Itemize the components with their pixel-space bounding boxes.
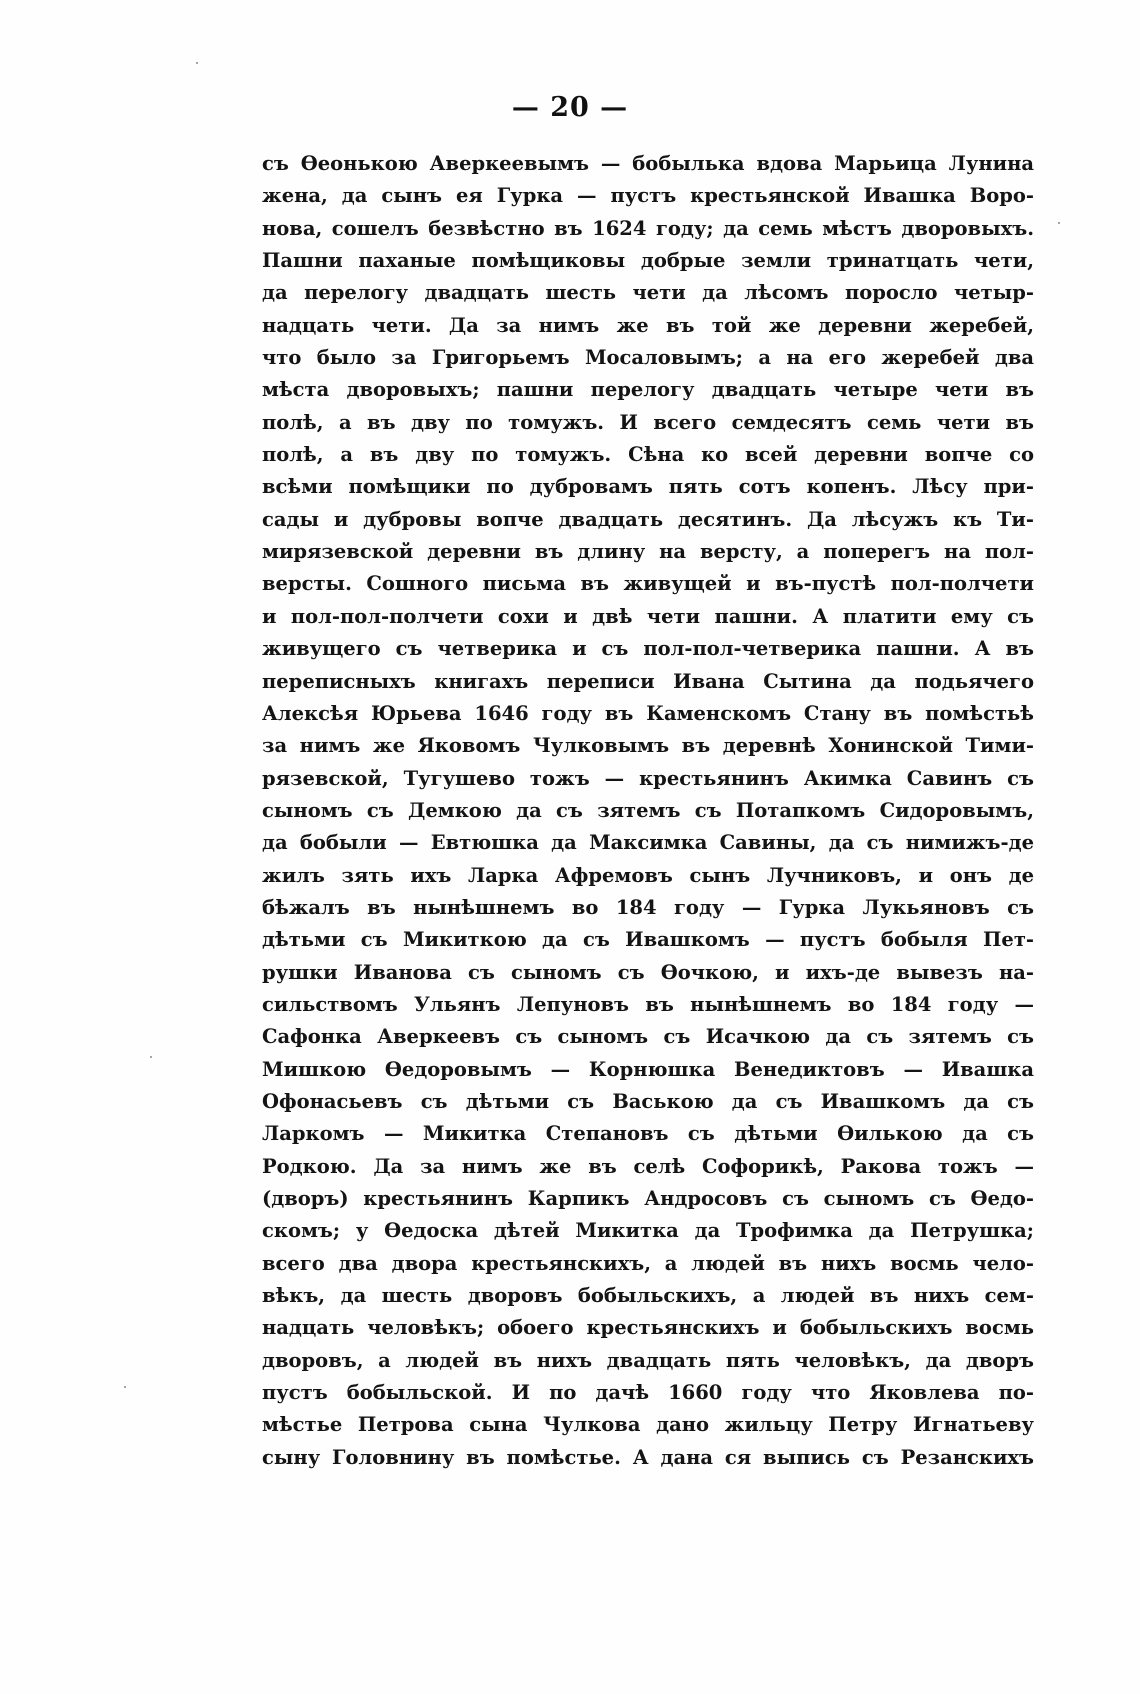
paper-speck <box>150 1056 152 1058</box>
text-line: надцать человѣкъ; обоего крестьянскихъ и бобыльскихъ восмь <box>262 1316 1034 1340</box>
text-line: Офонасьевъ съ дѣтьми съ Ваською да съ Ивашкомъ да съ <box>262 1089 1034 1113</box>
text-line: жена, да сынъ ея Гурка — пустъ крестьянской Ивашка Воро- <box>262 184 1034 208</box>
text-line: надцать чети. Да за нимъ же въ той же деревни жеребей, <box>262 313 1034 337</box>
text-line: живущего съ четверика и съ пол-пол-четверика пашни. А въ <box>262 637 1034 661</box>
paper-speck <box>1058 222 1060 224</box>
text-line: за нимъ же Яковомъ Чулковымъ въ деревнѣ Хонинской Тими- <box>262 734 1034 758</box>
text-line: сильствомъ Ульянъ Лепуновъ въ нынѣшнемъ во 184 году — <box>262 992 1034 1016</box>
text-line: мѣстье Петрова сына Чулкова дано жильцу Петру Игнатьеву <box>262 1413 1034 1437</box>
text-line: бѣжалъ въ нынѣшнемъ во 184 году — Гурка Лукьяновъ съ <box>262 895 1034 919</box>
text-line: мѣста дворовыхъ; пашни перелогу двадцать четыре чети въ <box>262 378 1034 402</box>
text-line: что было за Григорьемъ Мосаловымъ; а на его жеребей два <box>262 346 1034 370</box>
text-line: да бобыли — Евтюшка да Максимка Савины, да съ нимижъ-де <box>262 831 1034 855</box>
text-line: дѣтьми съ Микиткою да съ Ивашкомъ — пустъ бобыля Пет- <box>262 928 1034 952</box>
text-line: Ларкомъ — Микитка Степановъ съ дѣтьми Ѳилькою да съ <box>262 1122 1034 1146</box>
body-text <box>262 148 1034 1474</box>
text-line: сыномъ съ Демкою да съ зятемъ съ Потапкомъ Сидоровымъ, <box>262 798 1034 822</box>
text-line: дворовъ, а людей въ нихъ двадцать пять человѣкъ, да дворъ <box>262 1348 1034 1372</box>
text-line: нова, сошелъ безвѣстно въ 1624 году; да семь мѣстъ дворовыхъ. <box>262 216 1034 240</box>
text-line: Пашни паханые помѣщиковы добрые земли тринатцать чети, <box>262 249 1034 273</box>
text-line: скомъ; у Ѳедоска дѣтей Микитка да Трофимка да Петрушка; <box>262 1219 1034 1243</box>
text-line: мирязевской деревни въ длину на версту, а поперегъ на пол- <box>262 540 1034 564</box>
text-line: вѣкъ, да шесть дворовъ бобыльскихъ, а людей въ нихъ сем- <box>262 1284 1034 1308</box>
text-line: жилъ зять ихъ Ларка Афремовъ сынъ Лучниковъ, и онъ де <box>262 863 1034 887</box>
text-line: Сафонка Аверкеевъ съ сыномъ съ Исачкою да съ зятемъ съ <box>262 1025 1034 1049</box>
text-line: Родкою. Да за нимъ же въ селѣ Софорикѣ, Ракова тожъ — <box>262 1154 1034 1178</box>
text-line: да перелогу двадцать шесть чети да лѣсомъ поросло четыр- <box>262 281 1034 305</box>
text-line: версты. Сошного письма въ живущей и въ-пустѣ пол-полчети <box>262 572 1034 596</box>
text-line: Мишкою Ѳедоровымъ — Корнюшка Венедиктовъ — Ивашка <box>262 1057 1034 1081</box>
text-line: и пол-пол-полчети сохи и двѣ чети пашни. А платити ему съ <box>262 604 1034 628</box>
text-line: Алексѣя Юрьева 1646 году въ Каменскомъ Стану въ помѣстьѣ <box>262 701 1034 725</box>
page-number: — 20 — <box>511 92 629 123</box>
text-line: переписныхъ книгахъ переписи Ивана Сытина да подьячего <box>262 669 1034 693</box>
text-line: всѣми помѣщики по дубровамъ пять сотъ копенъ. Лѣсу при- <box>262 475 1034 499</box>
text-line: съ Ѳеонькою Аверкеевымъ — бобылька вдова Марьица Лунина <box>262 152 1034 175</box>
text-line: рязевской, Тугушево тожъ — крестьянинъ Акимка Савинъ съ <box>262 766 1034 790</box>
text-line: полѣ, а въ дву по томужъ. Сѣна ко всей деревни вопче со <box>262 443 1034 467</box>
paper-speck <box>196 62 198 64</box>
text-line: рушки Иванова съ сыномъ съ Ѳочкою, и ихъ-де вывезъ на- <box>262 960 1034 984</box>
text-line: всего два двора крестьянскихъ, а людей въ нихъ восмь чело- <box>262 1251 1034 1275</box>
text-line: пустъ бобыльской. И по дачѣ 1660 году что Яковлева по- <box>262 1381 1034 1405</box>
text-line: сыну Головнину въ помѣстье. А дана ся выпись съ Резанскихъ <box>262 1445 1034 1469</box>
text-line: (дворъ) крестьянинъ Карпикъ Андросовъ съ сыномъ съ Ѳедо- <box>262 1187 1034 1210</box>
paper-speck <box>124 1386 126 1388</box>
text-line: сады и дубровы вопче двадцать десятинъ. Да лѣсужъ къ Ти- <box>262 507 1034 531</box>
text-line: полѣ, а въ дву по томужъ. И всего семдесятъ семь чети въ <box>262 410 1034 434</box>
